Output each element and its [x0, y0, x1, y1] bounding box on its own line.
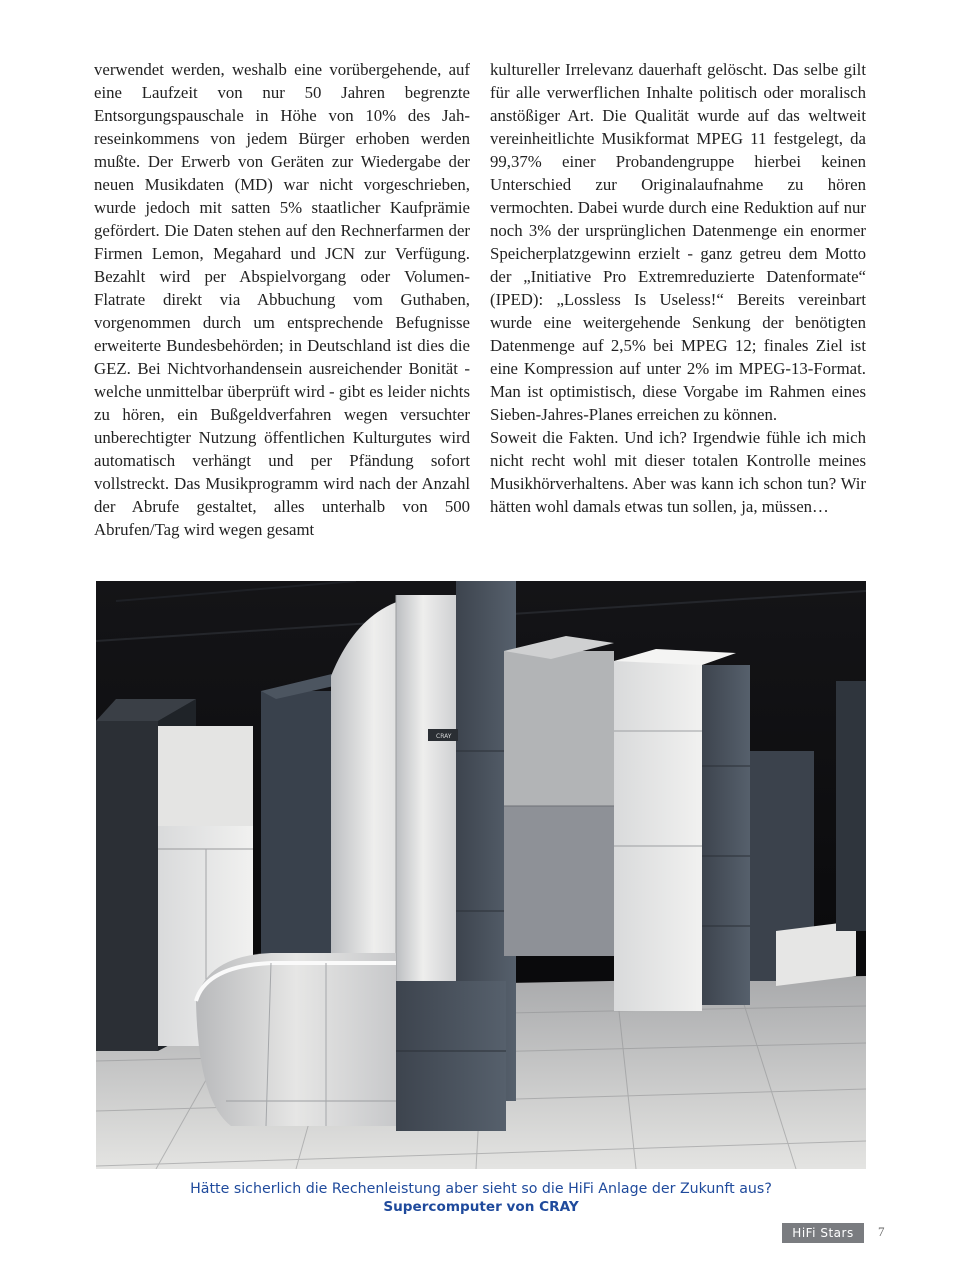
page-number: 7	[878, 1224, 885, 1239]
magazine-logo: HiFi Stars	[782, 1223, 864, 1243]
text-column-right	[490, 58, 866, 518]
body-paragraph: Soweit die Fakten. Und ich? Irgendwie fühle ich mich nicht recht wohl mit dieser totalen Kontrolle meines Musikhörverhaltens. Aber was kann ich schon tun? Wir hätten wohl damals etwas tun sollen, ja, müssen…	[490, 428, 866, 516]
supercomputer-photo	[96, 581, 866, 1169]
caption-line-2: Supercomputer von CRAY	[383, 1199, 579, 1215]
figure-caption	[96, 1180, 866, 1216]
text-column-left	[94, 58, 470, 541]
cray-badge: CRAY	[436, 733, 452, 740]
caption-line-1: Hätte sicherlich die Rechenleistung aber sieht so die HiFi Anlage der Zukunft aus?	[190, 1181, 772, 1197]
body-paragraph: verwendet werden, weshalb eine vorübergehende, auf eine Laufzeit von nur 50 Jahren begrenzte Entsorgungspauschale in Höhe von 10% des Jahreseinkommens von jedem Bürger erhoben werden mußte. Der Erwerb von Geräten zur Wiedergabe der neuen Musikdaten (MD) war nicht vorgeschrieben, wurde jedoch mit satten 5% staatlicher Kaufprämie gefördert. Die Daten stehen auf den Rechnerfarmen der Firmen Lemon, Megahard und JCN zur Verfügung. Bezahlt wird per Abspielvorgang oder Volumen-Flatrate direkt via Abbuchung vom Guthaben, vorgenommen durch um entsprechende Befugnisse erweiterte Bundesbehörden; in Deutschland ist dies die GEZ. Bei Nichtvorhandensein ausreichender Bonität - welche unmittelbar überprüft wird - gibt es leider nichts zu hören, ein Bußgeldverfahren wegen versuchter unberechtigter Nutzung öffentlichen Kulturgutes wird automatisch verhängt und per Pfändung sofort vollstreckt. Das Musikprogramm wird nach der Anzahl der Abrufe gestaltet, alles unterhalb von 500 Abrufen/Tag wird wegen gesamt	[94, 60, 470, 539]
body-paragraph: kultureller Irrelevanz dauerhaft gelöscht. Das selbe gilt für alle verwerflichen Inhalte politisch oder moralisch anstößiger Art. Die Qualität wurde auf das weltweit vereinheitlichte Musikformat MPEG 11 festgelegt, da 99,37% einer Probandengruppe hierbei keinen Unterschied zur Originalaufnahme zu hören vermochten. Dabei wurde durch eine Reduktion auf nur noch 3% der ursprünglichen Datenmenge ein enormer Speicherplatzgewinn erzielt - ganz getreu dem Motto der „Initiative Pro Extremreduzierte Datenformate“ (IPED): „Lossless Is Useless!“ Bereits vereinbart wurde eine weitergehende Senkung der benötigten Datenmenge auf 2,5% bei MPEG 12; finales Ziel ist eine Kompression auf unter 2% im MPEG-13-Format. Man ist optimistisch, diese Vorgabe im Rahmen eines Sieben-Jahres-Planes erreichen zu können.	[490, 60, 866, 424]
